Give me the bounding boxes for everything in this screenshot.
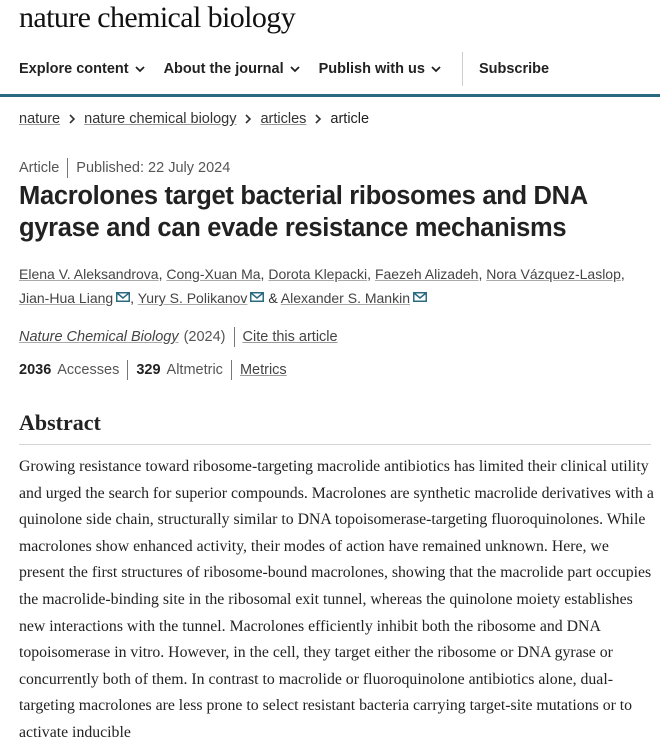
cite-this-article-link[interactable]: Cite this article bbox=[242, 329, 338, 345]
metrics-divider bbox=[231, 360, 232, 380]
breadcrumb-articles[interactable]: articles bbox=[260, 111, 307, 127]
journal-name-link[interactable]: Nature Chemical Biology bbox=[19, 329, 179, 345]
author-list: Elena V. Aleksandrova, Cong-Xuan Ma, Dorota Klepacki, Faezeh Alizadeh, Nora Vázquez-Laslop, Jian-Hua Liang , Yury S. Polikanov & Alexander S. Mankin bbox=[19, 266, 625, 306]
section-divider bbox=[19, 444, 651, 445]
breadcrumb-current: article bbox=[330, 111, 370, 127]
breadcrumb bbox=[19, 111, 369, 127]
article-type: Article bbox=[19, 160, 60, 176]
citation-line bbox=[19, 327, 338, 347]
author-link[interactable]: Cong-Xuan Ma bbox=[166, 266, 261, 282]
metrics-bar bbox=[19, 360, 287, 380]
journal-logo[interactable]: nature chemical biology bbox=[19, 1, 296, 34]
citation-divider bbox=[234, 327, 235, 347]
article-title: Macrolones target bacterial ribosomes and DNA gyrase and can evade resistance mechanisms bbox=[19, 182, 587, 242]
mail-icon[interactable] bbox=[413, 292, 427, 302]
chevron-down-icon bbox=[431, 64, 441, 74]
published-date: Published: 22 July 2024 bbox=[76, 160, 231, 176]
subscribe-link[interactable]: Subscribe bbox=[478, 61, 550, 77]
top-navigation bbox=[0, 44, 660, 97]
nav-item-label: Publish with us bbox=[318, 61, 425, 77]
metrics-divider bbox=[127, 360, 128, 380]
metrics-link[interactable]: Metrics bbox=[239, 362, 287, 378]
breadcrumb-journal[interactable]: nature chemical biology bbox=[84, 111, 237, 127]
author-link[interactable]: Alexander S. Mankin bbox=[280, 290, 410, 306]
altmetric-label: Altmetric bbox=[166, 362, 223, 378]
nav-about-journal[interactable] bbox=[164, 61, 300, 77]
nav-divider bbox=[462, 52, 463, 86]
author-link[interactable]: Nora Vázquez-Laslop bbox=[486, 266, 621, 282]
accesses-label: Accesses bbox=[57, 362, 120, 378]
author-link[interactable]: Jian-Hua Liang bbox=[19, 290, 114, 306]
author-link[interactable]: Faezeh Alizadeh bbox=[374, 266, 479, 282]
author-link[interactable]: Dorota Klepacki bbox=[268, 266, 368, 282]
nav-item-label: About the journal bbox=[163, 61, 284, 77]
chevron-down-icon bbox=[135, 64, 145, 74]
abstract-text: Growing resistance toward ribosome-targeting macrolide antibiotics has limited their clinical utility and urged the search for superior compounds. Macrolones are synthetic macrolide derivatives with a quinolone side chain, structurally similar to DNA topoisomerase-targeting fluoroquinolones. While macrolones show enhanced activity, their modes of action have remained unknown. Here, we present the first structures of ribosome-bound macrolones, showing that the macrolide part occupies the macrolide-binding site in the ribosomal exit tunnel, whereas the quinolone moiety establishes new interactions with the tunnel. Macrolones efficiently inhibit both the ribosome and DNA topoisomerase in vitro. However, in the cell, they target either the ribosome or DNA gyrase or concurrently both of them. In contrast to macrolide or fluoroquinolone antibiotics alone, dual-targeting macrolones are less prone to select resistant bacteria carrying target-site mutations or to activate inducible bbox=[19, 458, 654, 741]
author-link[interactable]: Yury S. Polikanov bbox=[137, 290, 248, 306]
meta-divider bbox=[67, 158, 68, 178]
chevron-down-icon bbox=[290, 64, 300, 74]
accesses-count: 2036 bbox=[19, 362, 52, 378]
chevron-right-icon bbox=[244, 114, 252, 124]
chevron-right-icon bbox=[68, 114, 76, 124]
mail-icon[interactable] bbox=[250, 292, 264, 302]
abstract-heading: Abstract bbox=[19, 410, 101, 435]
author-link[interactable]: Elena V. Aleksandrova bbox=[19, 266, 159, 282]
nav-publish-with-us[interactable] bbox=[319, 61, 441, 77]
nav-explore-content[interactable] bbox=[19, 61, 145, 77]
breadcrumb-nature[interactable]: nature bbox=[19, 111, 61, 127]
author-ampersand: & bbox=[268, 290, 278, 306]
mail-icon[interactable] bbox=[116, 292, 130, 302]
nav-item-label: Explore content bbox=[19, 61, 129, 77]
altmetric-count: 329 bbox=[136, 362, 161, 378]
article-meta bbox=[19, 158, 230, 178]
citation-year: (2024) bbox=[183, 329, 226, 345]
masthead bbox=[0, 0, 660, 40]
chevron-right-icon bbox=[314, 114, 322, 124]
